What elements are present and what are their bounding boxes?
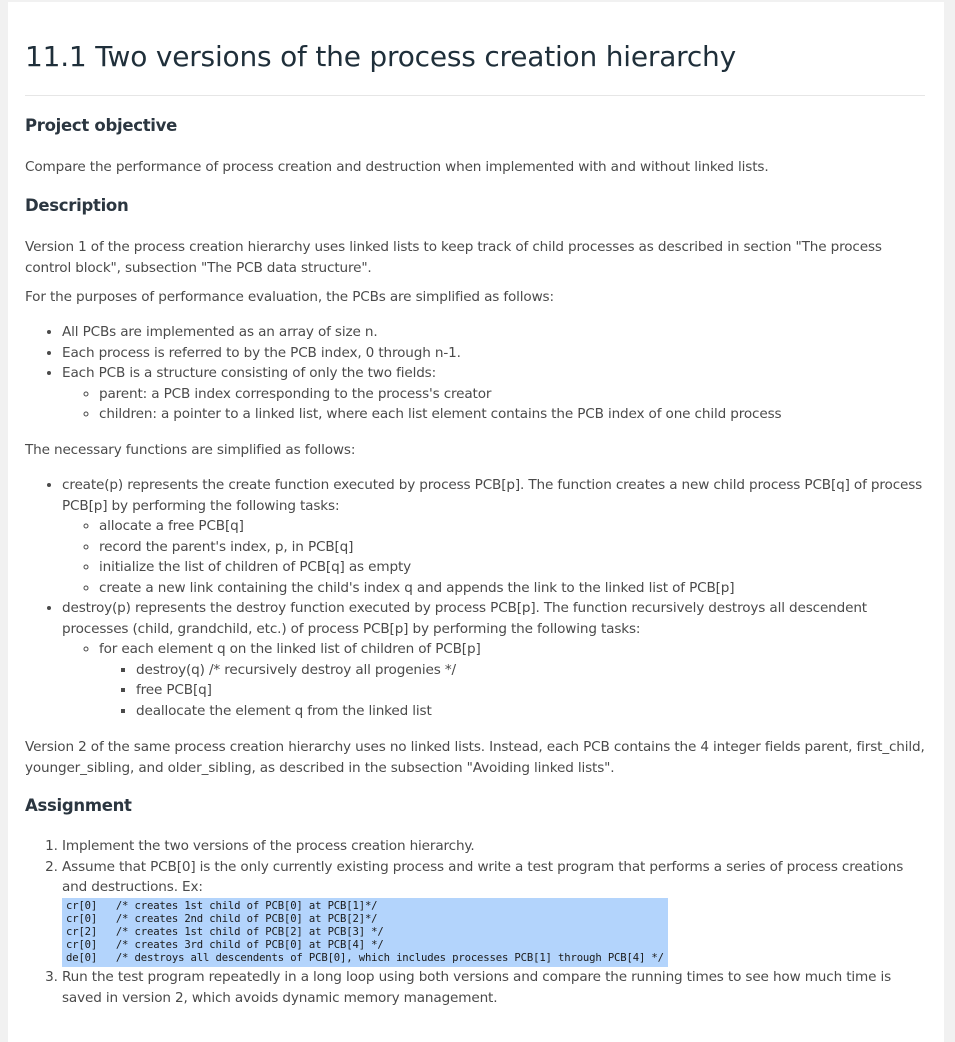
- assignment-heading: Assignment: [25, 796, 132, 815]
- list-item: • Each process is referred to by the PCB index, 0 through n-1.: [62, 343, 925, 364]
- list-item: ▪ free PCB[q]: [136, 680, 925, 701]
- create-function-item: [62, 475, 925, 598]
- title-divider: [25, 95, 925, 96]
- assignment-list: [25, 836, 925, 1008]
- list-item: ◦ parent: a PCB index corresponding to the process's creator: [99, 384, 925, 405]
- page: [8, 2, 944, 1042]
- list-item: [62, 857, 925, 968]
- pcb-fields-list: [62, 384, 925, 425]
- description-heading: Description: [25, 196, 129, 215]
- description-para-3: The necessary functions are simplified as follows:: [25, 442, 356, 458]
- objective-text: Compare the performance of process creation and destruction when implemented with and without linked lists.: [25, 159, 769, 175]
- destroy-function-text: destroy(p) represents the destroy function executed by process PCB[p]. The function recursively destroys all descendent processes (child, grandchild, etc.) of process PCB[p] by performing the following tasks:: [62, 600, 867, 637]
- code-block: cr[0] /* creates 1st child of PCB[0] at PCB[1]*/ cr[0] /* creates 2nd child of PCB[0] at PCB[2]*/ cr[2] /* creates 1st child of PCB[2] at PCB[3] */ cr[0] /* creates 3rd child of PCB[0] at PCB[4] */ de[0] /* destroys all descendents of PCB[0], which includes processes PCB[1] through PCB[4] */: [62, 898, 668, 967]
- list-item-text: for each element q on the linked list of children of PCB[p]: [99, 641, 481, 657]
- description-para-2: For the purposes of performance evaluation, the PCBs are simplified as follows:: [25, 289, 554, 305]
- list-item: ◦ initialize the list of children of PCB[q] as empty: [99, 557, 925, 578]
- list-item: [99, 639, 925, 721]
- list-item: ◦ children: a pointer to a linked list, where each list element contains the PCB index of one child process: [99, 404, 925, 425]
- create-tasks-list: [62, 516, 925, 598]
- list-item-text: Assume that PCB[0] is the only currently existing process and write a test program that performs a series of process creations and destructions. Ex:: [62, 858, 904, 895]
- functions-list: [25, 475, 925, 721]
- list-item: • All PCBs are implemented as an array of size n.: [62, 322, 925, 343]
- description-para-4: Version 2 of the same process creation hierarchy uses no linked lists. Instead, each PCB contains the 4 integer fields parent, first_child, younger_sibling, and older_sibling, as described in the subsection "Avoiding linked lists".: [25, 739, 925, 776]
- list-item: ▪ destroy(q) /* recursively destroy all progenies */: [136, 660, 925, 681]
- list-item: ◦ create a new link containing the child's index q and appends the link to the linked list of PCB[p]: [99, 578, 925, 599]
- page-title: 11.1 Two versions of the process creation hierarchy: [25, 40, 736, 73]
- objective-heading: Project objective: [25, 116, 177, 135]
- destroy-tasks-list: [62, 639, 925, 721]
- list-item: ◦ allocate a free PCB[q]: [99, 516, 925, 537]
- list-item: 3. Run the test program repeatedly in a long loop using both versions and compare the running times to see how much time is saved in version 2, which avoids dynamic memory management.: [62, 967, 925, 1008]
- list-item: ◦ record the parent's index, p, in PCB[q]: [99, 537, 925, 558]
- create-function-text: create(p) represents the create function executed by process PCB[p]. The function creates a new child process PCB[q] of process PCB[p] by performing the following tasks:: [62, 477, 923, 514]
- list-item: 1. Implement the two versions of the process creation hierarchy.: [62, 836, 925, 857]
- list-item: ▪ deallocate the element q from the linked list: [136, 701, 925, 722]
- pcb-list: [25, 322, 925, 425]
- destroy-subtasks-list: [99, 660, 925, 722]
- description-para-1: Version 1 of the process creation hierarchy uses linked lists to keep track of child processes as described in section "The process control block", subsection "The PCB data structure".: [25, 239, 882, 276]
- destroy-function-item: [62, 598, 925, 721]
- list-item: [62, 363, 925, 425]
- list-item-text: Each PCB is a structure consisting of only the two fields:: [62, 365, 437, 381]
